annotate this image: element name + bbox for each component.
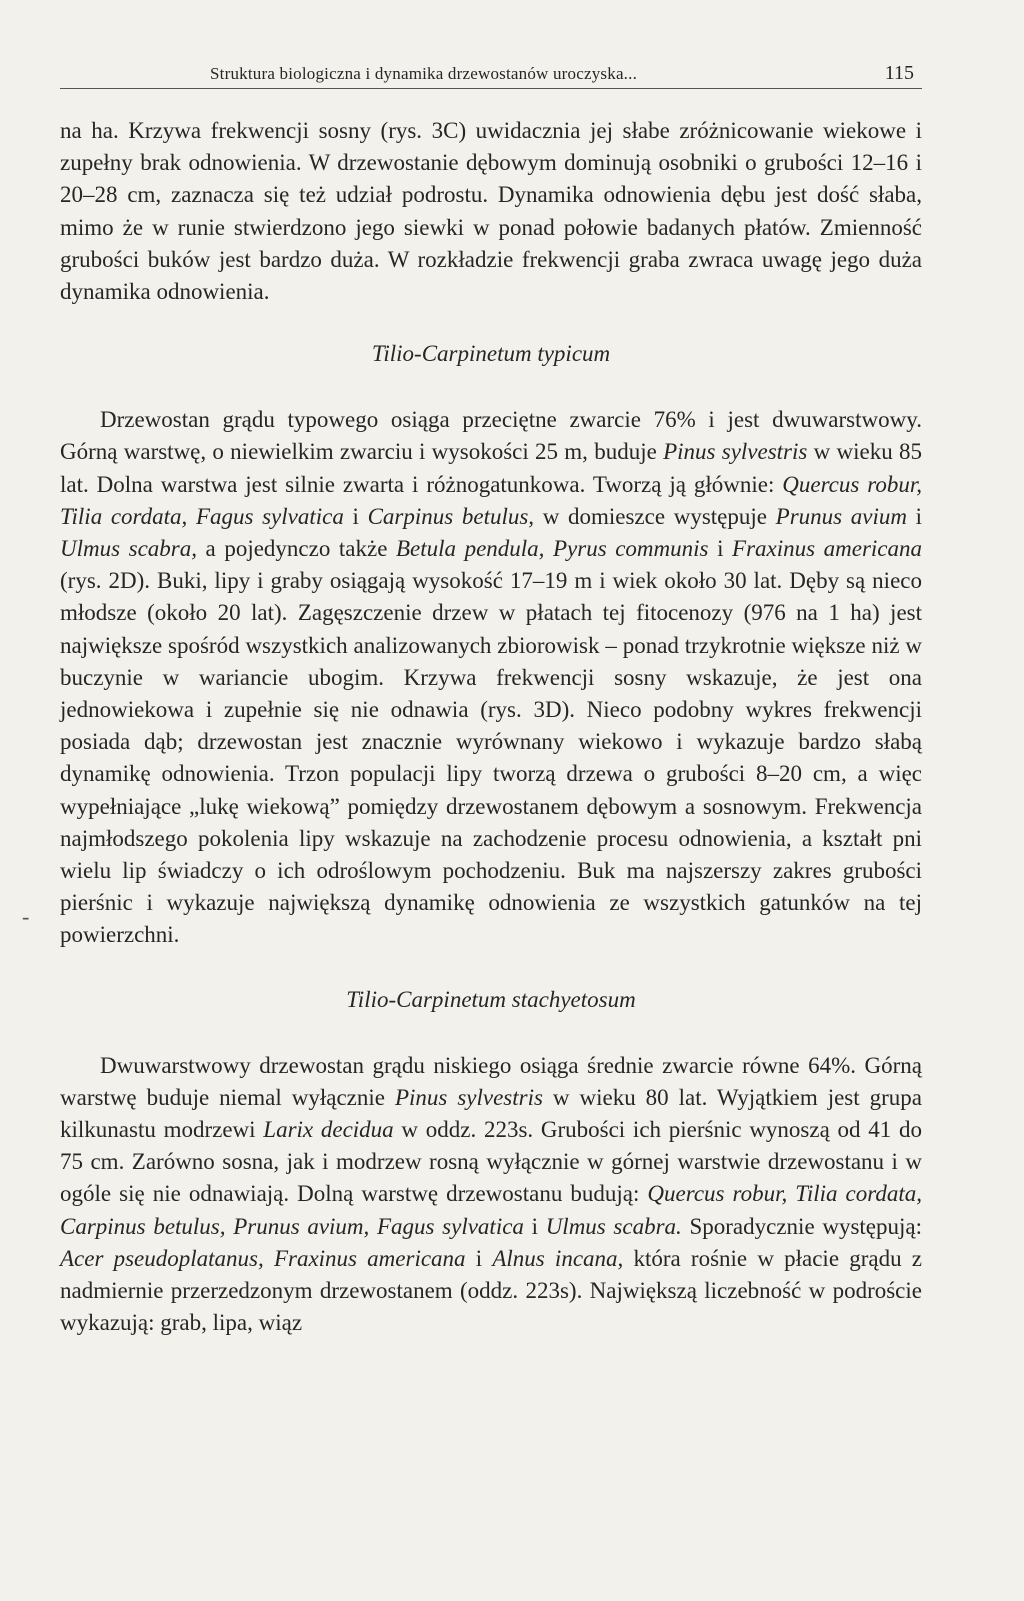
text-segment: w domieszce występuje [534, 503, 776, 529]
body-text [60, 115, 922, 1340]
text-segment: i [343, 503, 368, 529]
text-segment: w oddz. 223s. Grubości ich pierśnic wynoszą od 41 do 75 cm. Zarówno sosna, jak i modrzew rosną wyłącznie w górnej warstwie drzewostanu i w ogóle się nie odnawiają. Dolną warstwę drzewostanu budują: [60, 1117, 922, 1207]
text-segment: Dwuwarstwowy drzewostan grądu niskiego osiąga średnie zwarcie równe 64%. Górną warstwę buduje niemal wyłącznie [60, 1052, 922, 1110]
species-name: Larix decidua [263, 1117, 394, 1143]
margin-dash-mark: - [22, 904, 30, 929]
species-name: Betula pendula, Pyrus communis [395, 536, 709, 562]
text-segment: na ha. Krzywa frekwencji sosny (rys. 3C) uwidacznia jej słabe zróżnicowanie wiekowe i zupełny brak odnowienia. W drzewostanie dębowym dominują osobniki o grubości 12–16 i 20–28 cm, zaznacza się też udział podrostu. Dynamika odnowienia dębu jest dość słaba, mimo że w runie stwierdzono jego siewki w ponad połowie badanych płatów. Zmienność grubości buków jest bardzo duża. W rozkładzie frekwencji graba zwraca uwagę jego duża dynamika odnowienia. [60, 118, 922, 305]
paragraph-continued [60, 115, 922, 308]
text-segment: w wieku 80 lat. Wyjątkiem jest grupa kilkunastu modrzewi [60, 1084, 922, 1143]
paragraph-typicum [60, 404, 922, 951]
species-name: Quercus robur, Tilia cordata, Fagus sylvatica [60, 471, 922, 529]
species-name: Carpinus betulus, [367, 503, 535, 529]
section-heading-typicum: Tilio-Carpinetum typicum [371, 341, 611, 367]
running-header [60, 48, 922, 89]
text-segment: a pojedynczo także [196, 536, 396, 562]
species-name: Pinus sylvestris [394, 1084, 543, 1110]
text-segment: Sporadycznie występują: [681, 1213, 922, 1239]
species-name: Quercus robur, Tilia cordata, Carpinus betulus, Prunus avium, Fagus sylvatica [60, 1181, 922, 1239]
page-number: 115 [884, 62, 914, 84]
paragraph-stachyetosum [60, 1050, 922, 1340]
text-segment: w wieku 85 lat. Dolna warstwa jest silnie zwarta i różnogatunkowa. Tworzą ją głównie: [60, 439, 922, 497]
text-segment: Drzewostan grądu typowego osiąga przeciętne zwarcie 76% i jest dwuwarstwowy. Górną warstwę, o niewielkim zwarciu i wysokości 25 m, buduje [60, 407, 922, 465]
document-page [60, 48, 922, 1340]
text-segment: która rośnie w płacie grądu z nadmiernie przerzedzonym drzewostanem (oddz. 223s). Największą liczebność w podroście wykazują: grab, lipa, wiąz [60, 1245, 922, 1336]
species-name: Ulmus scabra, [60, 536, 197, 562]
species-name: Acer pseudoplatanus, Fraxinus americana [60, 1245, 466, 1271]
species-name: Ulmus scabra. [545, 1213, 682, 1239]
species-name: Alnus incana, [492, 1245, 624, 1271]
section-heading-stachyetosum: Tilio-Carpinetum stachyetosum [346, 986, 636, 1012]
text-segment: i [465, 1245, 493, 1271]
species-name: Pinus sylvestris [663, 439, 808, 465]
running-title: Struktura biologiczna i dynamika drzewostanów uroczyska... [210, 64, 638, 83]
text-segment: (rys. 2D). Buki, lipy i graby osiągają wysokość 17–19 m i wiek około 30 lat. Dęby są nieco młodsze (około 20 lat). Zagęszczenie drzew w płatach tej fitocenozy (976 na 1 ha) jest największe spośród wszystkich analizowanych zbiorowisk – ponad trzykrotnie większe niż w buczynie w wariancie ubogim. Krzywa frekwencji sosny wskazuje, że jest ona jednowiekowa i zupełnie się nie odnawia (rys. 3D). Nieco podobny wykres frekwencji posiada dąb; drzewostan jest znacznie wyrównany wiekowo i wykazuje bardzo słabą dynamikę odnowienia. Trzon populacji lipy tworzą drzewa o grubości 8–20 cm, a więc wypełniające „lukę wiekową” pomiędzy drzewostanem dębowym a sosnowym. Frekwencja najmłodszego pokolenia lipy wskazuje na zachodzenie procesu odnowienia, a kształt pni wielu lip świadczy o ich odroślowym pochodzeniu. Buk ma najszerszy zakres grubości pierśnic i wykazuje największą dynamikę odnowienia ze wszystkich gatunków na tej powierzchni. [60, 568, 922, 948]
text-segment: i [708, 536, 733, 562]
species-name: Fraxinus americana [732, 536, 922, 562]
text-segment: i [906, 503, 923, 529]
species-name: Prunus avium [775, 503, 907, 529]
text-segment: i [523, 1213, 546, 1239]
